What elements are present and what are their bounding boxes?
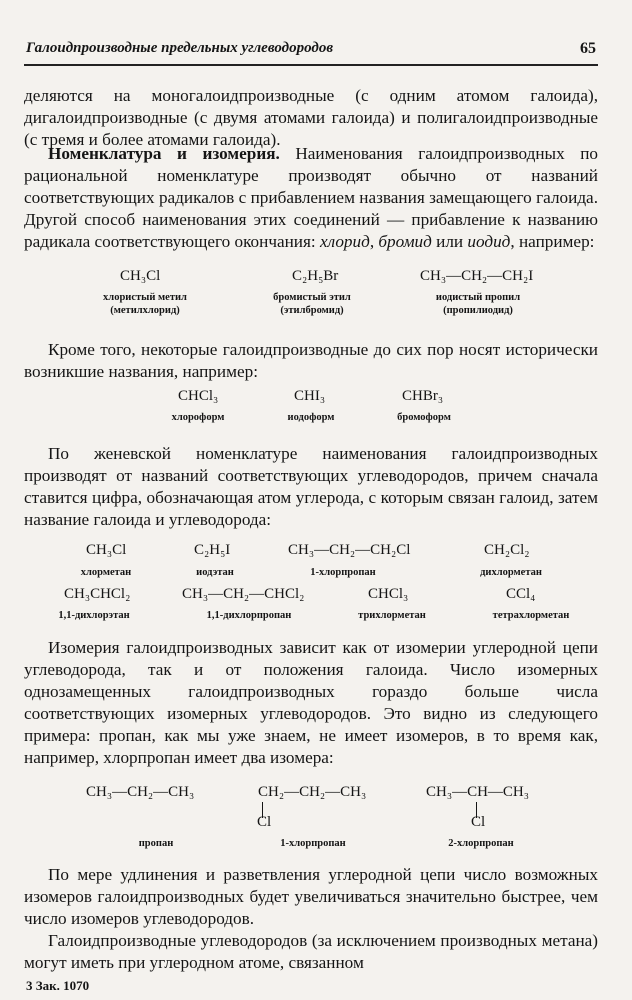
formula-1-chloropropane-structural: CH₂—CH₂—CH₃ xyxy=(258,784,367,800)
paragraph-historical-names: Кроме того, некоторые галоидпроизводные до сих пор носят исторически возникшие названия, например: xyxy=(24,340,598,381)
name-2-chloropropane-structural: 2-хлорпропан xyxy=(448,838,514,849)
paragraph-classification: деляются на моногалоидпроизводные (с одним атомом галоида), дигалоидпроизводные (с двумя атомами галоида) и полигалоидпроизводные (с тремя и более атомами галоида). xyxy=(24,86,598,149)
separator: , xyxy=(369,232,379,251)
name-1-chloropropane-structural: 1-хлорпропан xyxy=(280,838,346,849)
chlorine-1: Cl xyxy=(257,814,272,830)
paragraph-isomerism: Изомерия галоидпроизводных зависит как от изомерии углеродной цепи углеводорода, так и от положения галоида. Число изомерных однозамещенных галоидпроизводных гораздо больше числа соответствующих изомерных углеводородов. Это видно из следующего примера: пропан, как мы уже знаем, не имеет изомеров, в то время как, например, хлорпропан имеет два изомера: xyxy=(24,638,598,767)
formula-tetrachloromethane: CCl₄ xyxy=(506,586,536,602)
formula-methyl-chloride: CH₃Cl xyxy=(120,268,161,284)
paragraph-continuation: Галоидпроизводные углеводородов (за исключением производных метана) могут иметь при углеродном атоме, связанном xyxy=(24,931,598,972)
name-trichloromethane: трихлорметан xyxy=(358,610,426,621)
name-bromoform: бромоформ xyxy=(397,412,451,423)
ending-chloride: хлорид xyxy=(320,232,370,251)
paragraph-chain-length: По мере удлинения и разветвления углеродной цепи число возможных изомеров галоидпроизводных будет увеличиваться значительно быстрее, чем число изомеров углеводородов. xyxy=(24,865,598,928)
name-propyl-iodide: иодистый пропил (пропилиодид) xyxy=(435,292,521,316)
formula-iodoform: CHI₃ xyxy=(294,388,326,404)
name-1-1-dichloroethane: 1,1-дихлорэтан xyxy=(58,610,130,621)
name-chloromethane: хлорметан xyxy=(80,567,132,578)
name-propane: пропан xyxy=(138,838,174,849)
paragraph-nomenclature xyxy=(24,143,598,253)
name-chloroform: хлороформ xyxy=(171,412,225,423)
formula-ethyl-bromide: C₂H₅Br xyxy=(292,268,339,284)
formula-bromoform: CHBr₃ xyxy=(402,388,444,404)
name-iodoethane: иодэтан xyxy=(196,567,234,578)
formula-1-chloropropane: CH₃—CH₂—CH₂Cl xyxy=(288,542,411,558)
chlorine-2: Cl xyxy=(471,814,486,830)
running-header-title: Галоидпроизводные предельных углеводородов xyxy=(26,40,334,56)
formula-1-1-dichloropropane: CH₃—CH₂—CHCl₂ xyxy=(182,586,305,602)
nomenclature-tail: , например: xyxy=(510,232,595,251)
separator: или xyxy=(431,232,468,251)
header-rule xyxy=(24,64,598,66)
formula-propane: CH₃—CH₂—CH₃ xyxy=(86,784,195,800)
formula-1-1-dichloroethane: CH₃CHCl₂ xyxy=(64,586,131,602)
name-tetrachloromethane: тетрахлорметан xyxy=(492,610,570,621)
ending-bromide: бромид xyxy=(378,232,432,251)
formula-chloroform: CHCl₃ xyxy=(178,388,219,404)
formula-chloromethane: CH₃Cl xyxy=(86,542,127,558)
ending-iodide: иодид xyxy=(467,232,511,251)
page-number: 65 xyxy=(580,40,596,57)
formula-dichloromethane: CH₂Cl₂ xyxy=(484,542,530,558)
name-iodoform: иодоформ xyxy=(287,412,335,423)
name-1-chloropropane: 1-хлорпропан xyxy=(310,567,376,578)
name-ethyl-bromide: бромистый этил (этилбромид) xyxy=(273,292,351,316)
formula-iodoethane: C₂H₅I xyxy=(194,542,231,558)
printer-footer: 3 Зак. 1070 xyxy=(26,978,90,993)
formula-2-chloropropane-structural: CH₃—CH—CH₃ xyxy=(426,784,529,800)
name-1-1-dichloropropane: 1,1-дихлорпропан xyxy=(206,610,292,621)
formula-propyl-iodide: CH₃—CH₂—CH₂I xyxy=(420,268,534,284)
paragraph-geneva-nomenclature: По женевской номенклатуре наименования галоидпроизводных производят от названий соответствующих углеводородов, причем сначала ставится цифра, обозначающая атом углерода, с которым связан галоид, затем название галоида и углеводорода: xyxy=(24,444,598,529)
section-heading: Номенклатура и изомерия. xyxy=(48,144,280,163)
name-dichloromethane: дихлорметан xyxy=(480,567,542,578)
nomenclature-text: Наименования галоидпроизводных по рациональной номенклатуре производят обычно от названий соответствующих радикалов с прибавлением названия замещающего галоида. Другой способ наименования этих соединений — прибавление к названию радикала соответствующего окончания: xyxy=(24,144,598,251)
name-methyl-chloride: хлористый метил (метилхлорид) xyxy=(103,292,187,316)
formula-trichloromethane: CHCl₃ xyxy=(368,586,409,602)
